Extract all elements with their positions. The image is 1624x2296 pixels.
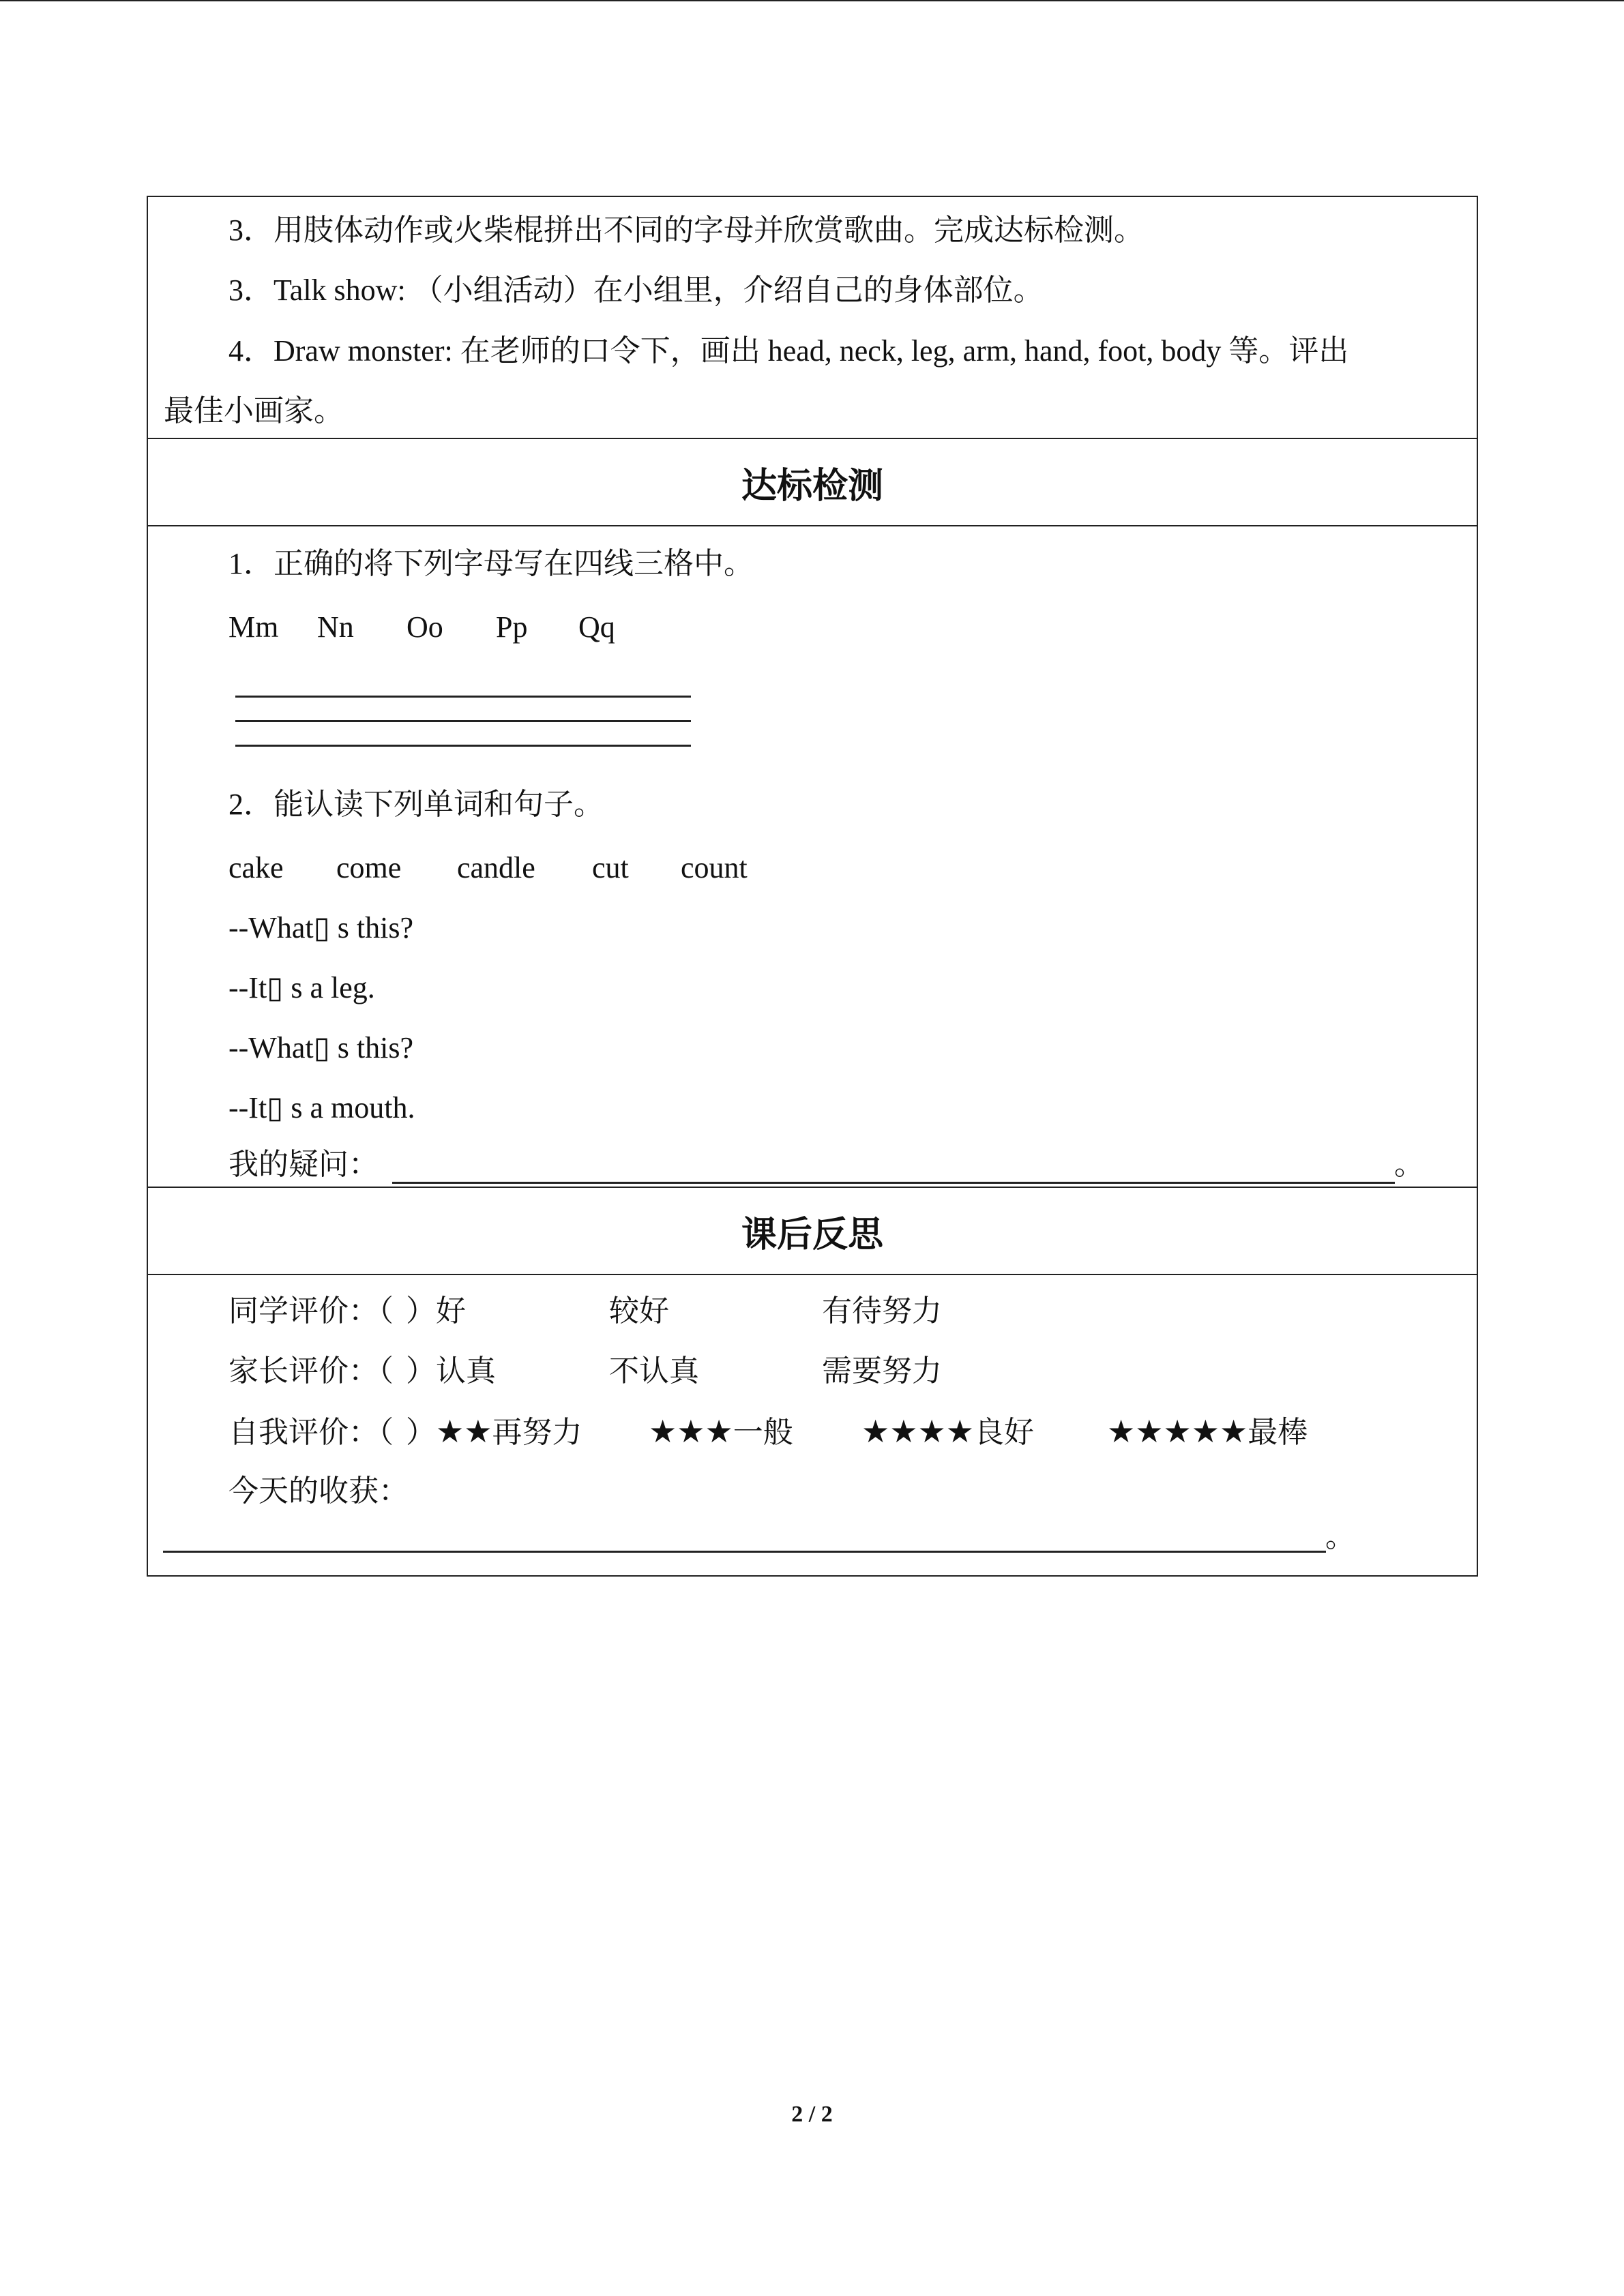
dialog-line: --It▯ s a mouth. bbox=[228, 1091, 415, 1124]
vocab-word: count bbox=[681, 851, 748, 884]
question-1: 1．正确的将下列字母写在四线三格中。 bbox=[228, 547, 754, 580]
page-top-border bbox=[0, 0, 1624, 1]
letter-pair: Oo bbox=[407, 610, 443, 644]
activity-line-3: 4．Draw monster: 在老师的口令下，画出 head, neck, leg, arm, hand, foot, body 等。评出 bbox=[228, 334, 1349, 368]
self-option: ★★★一般 bbox=[649, 1413, 793, 1450]
star-icon: ★★ bbox=[436, 1413, 492, 1450]
self-evaluation bbox=[228, 1411, 1308, 1453]
page-number: 2 / 2 bbox=[791, 2102, 833, 2127]
activities-section bbox=[147, 196, 1477, 438]
gain-label: 今天的收获： bbox=[228, 1474, 409, 1508]
vocab-word: cake bbox=[228, 851, 284, 884]
letter-pair: Pp bbox=[496, 610, 528, 644]
reflection-section bbox=[147, 1274, 1477, 1576]
writing-line bbox=[235, 745, 691, 747]
reflection-heading: 课后反思 bbox=[147, 1187, 1477, 1274]
letters-row bbox=[228, 607, 615, 648]
peer-evaluation bbox=[228, 1291, 942, 1332]
parent-close-paren: ） bbox=[406, 1354, 436, 1388]
self-option: ★★★★★最棒 bbox=[1107, 1413, 1308, 1450]
dialog-line: --What▯ s this? bbox=[228, 1031, 414, 1064]
words-row bbox=[228, 848, 748, 889]
activity-line-2: 3．Talk show: （小组活动）在小组里，介绍自己的身体部位。 bbox=[228, 273, 1044, 307]
peer-close-paren: ） bbox=[406, 1294, 436, 1328]
vocab-word: candle bbox=[457, 851, 535, 884]
writing-line bbox=[235, 696, 691, 698]
parent-option: 认真 bbox=[436, 1354, 496, 1388]
question-answer-line[interactable] bbox=[392, 1182, 1395, 1184]
parent-label: 家长评价：（ bbox=[228, 1354, 394, 1388]
self-close-paren: ） bbox=[406, 1416, 436, 1449]
self-label: 自我评价：（ bbox=[228, 1416, 394, 1449]
dialog-line: --What▯ s this? bbox=[228, 911, 414, 944]
question-label: 我的疑问： bbox=[228, 1148, 379, 1181]
question-period: 。 bbox=[1394, 1148, 1424, 1181]
letter-pair: Mm bbox=[228, 610, 279, 644]
gain-answer-line[interactable] bbox=[163, 1551, 1326, 1553]
parent-option: 不认真 bbox=[609, 1354, 699, 1388]
question-2: 2．能认读下列单词和句子。 bbox=[228, 788, 604, 821]
gain-period: 。 bbox=[1325, 1520, 1355, 1553]
letter-pair: Qq bbox=[578, 610, 615, 644]
parent-option: 需要努力 bbox=[822, 1354, 942, 1388]
assessment-heading: 达标检测 bbox=[147, 438, 1477, 526]
activity-line-3-cont: 最佳小画家。 bbox=[164, 394, 344, 428]
star-icon: ★★★★ bbox=[861, 1413, 974, 1450]
dialog-line: --It▯ s a leg. bbox=[228, 971, 375, 1004]
vocab-word: come bbox=[336, 851, 402, 884]
vocab-word: cut bbox=[592, 851, 629, 884]
star-icon: ★★★★★ bbox=[1107, 1413, 1248, 1450]
self-option: ★★★★良好 bbox=[861, 1413, 1034, 1450]
peer-option: 有待努力 bbox=[822, 1294, 942, 1328]
peer-option: 较好 bbox=[609, 1294, 669, 1328]
letter-pair: Nn bbox=[317, 610, 354, 644]
writing-line bbox=[235, 720, 691, 722]
self-option: ★★再努力 bbox=[436, 1413, 582, 1450]
assessment-section bbox=[147, 526, 1477, 1187]
activity-line-1: 3．用肢体动作或火柴棍拼出不同的字母并欣赏歌曲。完成达标检测。 bbox=[228, 213, 1144, 247]
parent-evaluation bbox=[228, 1351, 942, 1392]
star-icon: ★★★ bbox=[649, 1413, 733, 1450]
peer-option: 好 bbox=[436, 1294, 466, 1328]
peer-label: 同学评价：（ bbox=[228, 1294, 394, 1328]
lesson-plan-table bbox=[147, 196, 1478, 1577]
